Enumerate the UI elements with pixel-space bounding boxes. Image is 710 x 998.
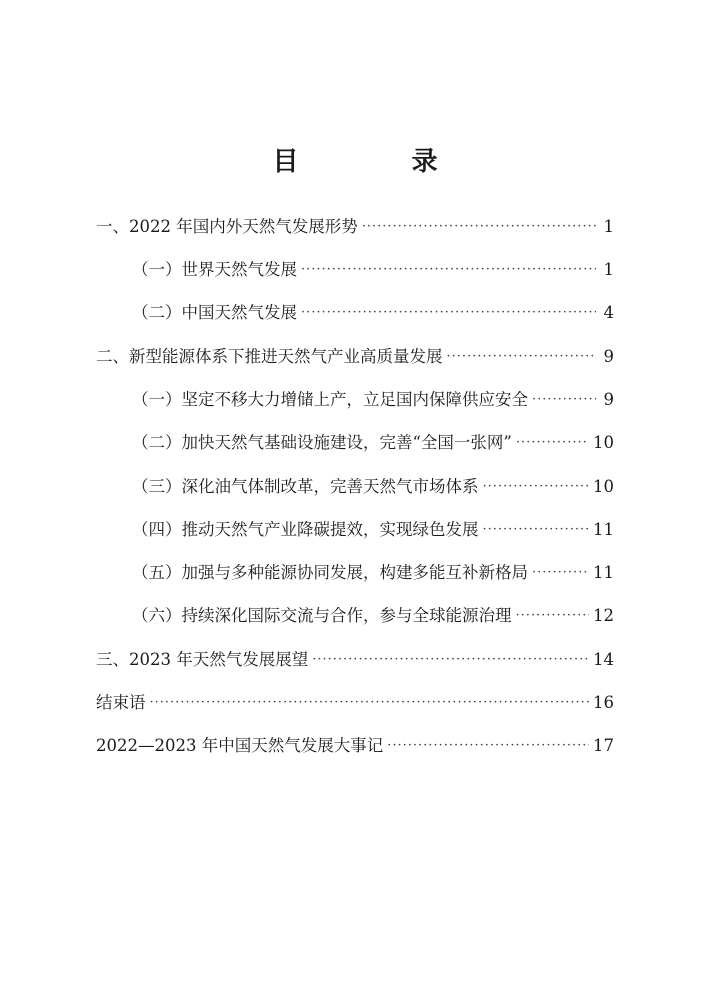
toc-page-number: 1: [603, 260, 614, 279]
toc-entry-section-2[interactable]: [96, 337, 614, 377]
toc-entry-label: （五）加强与多种能源协同发展，构建多能互补新格局: [132, 563, 528, 582]
toc-entry-label: 2022—2023 年中国天然气发展大事记: [96, 736, 384, 755]
toc-entry-label: （二）加快天然气基础设施建设，完善“全国一张网”: [132, 433, 512, 452]
toc-page-number: 10: [593, 433, 614, 452]
toc-entry-label: （三）深化油气体制改革，完善天然气市场体系: [132, 477, 479, 496]
dot-leader: [516, 596, 590, 636]
toc-entry-chronicle[interactable]: [96, 726, 614, 766]
toc-entry-label: （二）中国天然气发展: [132, 303, 297, 322]
dot-leader: [516, 423, 589, 463]
toc-entry-section-2-1[interactable]: [132, 380, 614, 420]
dot-leader: [483, 467, 590, 507]
toc-entry-label: （一）坚定不移大力增储上产，立足国内保障供应安全: [132, 390, 528, 409]
toc-entry-label: 二、新型能源体系下推进天然气产业高质量发展: [96, 347, 443, 366]
toc-entry-section-3[interactable]: [96, 640, 614, 680]
dot-leader: [362, 207, 596, 247]
toc-page-number: 9: [603, 347, 614, 366]
toc-entry-label: 一、2022 年国内外天然气发展形势: [96, 217, 358, 236]
toc-entry-conclusion[interactable]: [96, 683, 614, 723]
toc-page-number: 11: [593, 563, 614, 582]
toc-entry-section-2-5[interactable]: [132, 553, 614, 593]
dot-leader: [483, 510, 590, 550]
toc-entry-section-1[interactable]: [96, 207, 614, 247]
toc-page-number: 9: [603, 390, 614, 409]
toc-entry-label: （四）推动天然气产业降碳提效，实现绿色发展: [132, 520, 479, 539]
toc-page-number: 12: [593, 606, 614, 625]
toc-page-number: 10: [593, 477, 614, 496]
dot-leader: [387, 726, 589, 766]
toc-entry-label: （一）世界天然气发展: [132, 260, 297, 279]
toc-entry-section-2-2[interactable]: [132, 423, 614, 463]
toc-page-number: 16: [593, 693, 614, 712]
toc-entry-label: 三、2023 年天然气发展展望: [96, 650, 309, 669]
dot-leader: [301, 250, 596, 290]
page-title: 目 录: [272, 147, 490, 177]
toc-entry-section-2-4[interactable]: [132, 510, 614, 550]
dot-leader: [312, 640, 589, 680]
toc-entry-label: （六）持续深化国际交流与合作，参与全球能源治理: [132, 606, 512, 625]
toc-page-number: 1: [603, 217, 614, 236]
toc-entry-section-2-3[interactable]: [132, 467, 614, 507]
toc-page-number: 11: [593, 520, 614, 539]
toc-entry-section-2-6[interactable]: [132, 596, 614, 636]
toc-entry-section-1-2[interactable]: [132, 293, 614, 333]
toc-page-number: 14: [593, 650, 614, 669]
toc-entry-section-1-1[interactable]: [132, 250, 614, 290]
dot-leader: [150, 683, 590, 723]
toc-page-number: 17: [593, 736, 614, 755]
dot-leader: [447, 337, 597, 377]
toc-entry-label: 结束语: [96, 693, 146, 712]
dot-leader: [532, 380, 596, 420]
dot-leader: [301, 293, 596, 333]
toc-page-number: 4: [603, 303, 614, 322]
dot-leader: [532, 553, 589, 593]
